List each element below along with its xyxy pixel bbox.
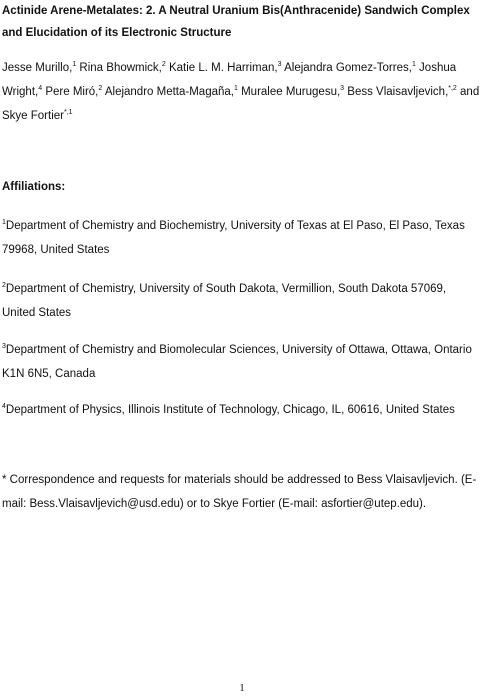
author: Rina Bhowmick,$^2$ [79,61,166,74]
author: Bess Vlaisavljevich,$^{*,2}$ [347,85,457,98]
author: Alejandra Gomez-Torres,$^1$ [284,61,416,74]
author-list [2,56,482,128]
author: Pere Miró,$^2$ [45,85,103,98]
author: and Skye Fortier$^{*,1}$ [2,86,480,122]
affiliation: $^1$Department of Chemistry and Biochemistry, University of Texas at El Paso, El Paso, Texas 79968, United States [2,219,465,256]
paper-title: Actinide Arene-Metalates: 2. A Neutral Uranium Bis(Anthracenide) Sandwich Complex and Elucidation of its Electronic Structure [2,5,470,39]
correspondence-note: * Correspondence and requests for materials should be addressed to Bess Vlaisavljevich. (E-mail: Bess.Vlaisavljevich@usd.edu) or to Skye Fortier (E-mail: asfortier@utep.edu). [2,474,477,510]
affiliation: $^3$Department of Chemistry and Biomolecular Sciences, University of Ottawa, Ottawa, Ontario K1N 6N5, Canada [2,343,472,380]
affiliation: $^2$Department of Chemistry, University of South Dakota, Vermillion, South Dakota 57069, United States [2,282,447,319]
affiliation: $^4$Department of Physics, Illinois Institute of Technology, Chicago, IL, 60616, United States [2,403,455,416]
author: Katie L. M. Harriman,$^3$ [168,61,282,74]
author: Jesse Murillo,$^1$ [2,61,77,74]
page-number: 1 [239,682,245,694]
author: Joshua Wright,$^4$ [2,62,457,98]
author: Muralee Murugesu,$^3$ [241,85,345,98]
affiliations-heading: Affiliations: [2,181,66,193]
author: Alejandro Metta-Magaña,$^1$ [104,85,238,98]
